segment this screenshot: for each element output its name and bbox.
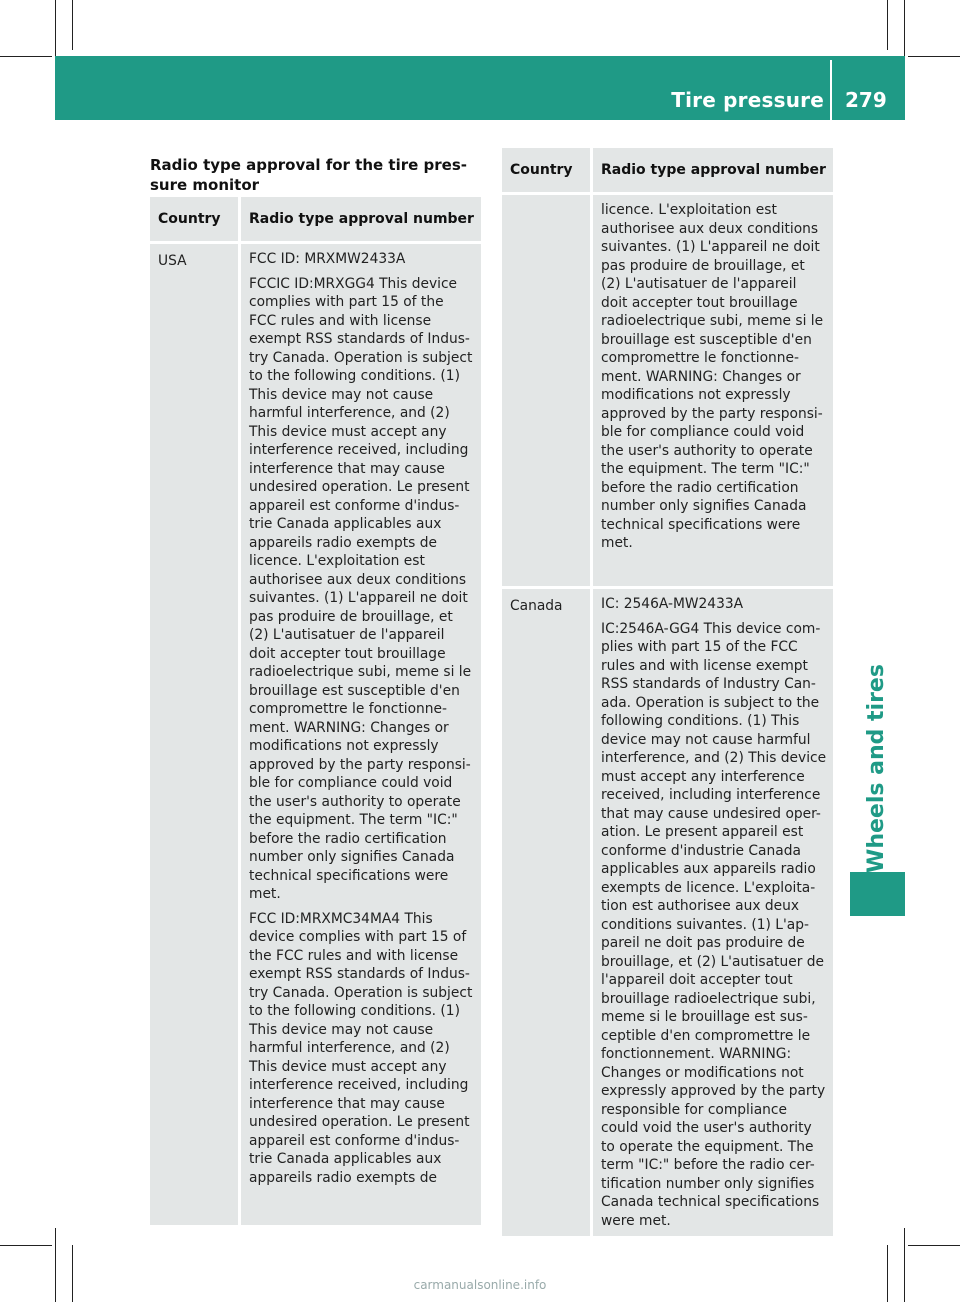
side-tab-label: Wheels and tires <box>863 663 889 873</box>
approval-id: IC: 2546A-MW2433A <box>601 596 744 612</box>
table-header-row <box>502 148 833 194</box>
crop-mark <box>904 0 905 60</box>
side-tab <box>848 663 904 873</box>
crop-mark <box>72 0 73 50</box>
crop-mark <box>908 1245 960 1246</box>
column-header-number: Radio type approval number <box>240 197 482 243</box>
approval-text: FCC ID:MRXMC34MA4 This device complies with part 15 of the FCC rules and with license exempt RSS standards of Indus- try Canada. Operation is subject to the following conditions. (1) This device may not cause harmful interference, and (2) This device must accept any interference received, including interference that may cause undesired operation. Le present appareil est conforme d'indus- trie Canada applicables aux appareils radio exempts de <box>249 910 473 1186</box>
country-cell <box>502 194 592 588</box>
table-row <box>502 588 833 1237</box>
approval-number-cell <box>592 588 834 1237</box>
page-header-title: Tire pressure <box>671 88 824 112</box>
section-title-line: sure monitor <box>150 176 260 194</box>
approval-text: licence. L'exploitation est authorisee aux deux conditions suivantes. (1) L'appareil ne doit pas produire de brouillage, et (2) L'autisatuer de l'appareil doit accepter tout brouillage radioelectrique subi, meme si le brouillage est susceptible d'en compromettre le fonctionne- ment. WARNING: Changes or modifications not expressly approved by the party responsi- ble for compliance could void the user's authority to operate the equipment. The term "IC:" before the radio certification number only signifies Canada technical specifications were met. <box>601 202 824 551</box>
watermark: carmanualsonline.info <box>413 1278 547 1292</box>
table-row <box>150 243 481 1225</box>
column-header-country: Country <box>502 148 592 194</box>
page-number: 279 <box>845 88 887 112</box>
approval-id: FCC ID: MRXMW2433A <box>249 251 406 267</box>
approval-text: FCCIC ID:MRXGG4 This device complies with part 15 of the FCC rules and with license exempt RSS standards of Indus- try Canada. Operation is subject to the following conditions. (1) This device may not cause harmful interference, and (2) This device must accept any interference received, including interference that may cause undesired operation. Le present appareil est conforme d'indus- trie Canada applicables aux appareils radio exempts de licence. L'exploitation est authorisee aux deux conditions suivantes. (1) L'appareil ne doit pas produire de brouillage, et (2) L'autisatuer de l'appareil doit accepter tout brouillage radioelectrique subi, meme si le brouillage est susceptible d'en compromettre le fonctionne- ment. WARNING: Changes or modifications not expressly approved by the party responsi- ble for compliance could void the user's authority to operate the equipment. The term "IC:" before the radio certification number only signifies Canada technical specifications were met. <box>249 275 473 902</box>
approval-text: IC:2546A-GG4 This device com- plies with part 15 of the FCC rules and with license exempt RSS standards of Industry Can- ada. Operation is subject to the following conditions. (1) This device may not cause harmful interference, and (2) This device must accept any interference received, including interference that may cause undesired oper- ation. Le present appareil est conforme d'industrie Canada applicables aux appareils radio exempts de licence. L'exploita- tion est authorisee aux deux conditions suivantes. (1) L'ap- pareil ne doit pas produire de brouillage, et (2) L'autisatuer de l'appareil doit accepter tout brouillage radioelectrique subi, meme si le brouillage est sus- ceptible d'en compromettre le fonctionnement. WARNING: Changes or modifications not expressly approved by the party responsible for compliance could void the user's authority to operate the equipment. The term "IC:" before the radio cer- tification number only signifies Canada technical specifications were met. <box>601 620 827 1229</box>
crop-mark <box>0 1245 52 1246</box>
crop-mark <box>908 56 960 57</box>
approval-number-cell <box>592 194 834 588</box>
crop-mark <box>55 0 56 60</box>
crop-mark <box>887 1245 888 1302</box>
section-title-line: Radio type approval for the tire pres- <box>150 156 467 174</box>
section-title <box>150 155 480 195</box>
approval-table-right <box>502 148 833 1236</box>
header-divider <box>830 60 832 120</box>
table-header-row <box>150 197 481 243</box>
country-cell: USA <box>150 243 240 1225</box>
approval-table-left <box>150 197 481 1225</box>
column-header-number: Radio type approval number <box>592 148 834 194</box>
crop-mark <box>72 1245 73 1302</box>
crop-mark <box>0 56 52 57</box>
side-tab-marker <box>850 872 905 916</box>
column-header-country: Country <box>150 197 240 243</box>
crop-mark <box>887 0 888 50</box>
approval-number-cell <box>240 243 482 1225</box>
table-row <box>502 194 833 588</box>
country-cell: Canada <box>502 588 592 1237</box>
